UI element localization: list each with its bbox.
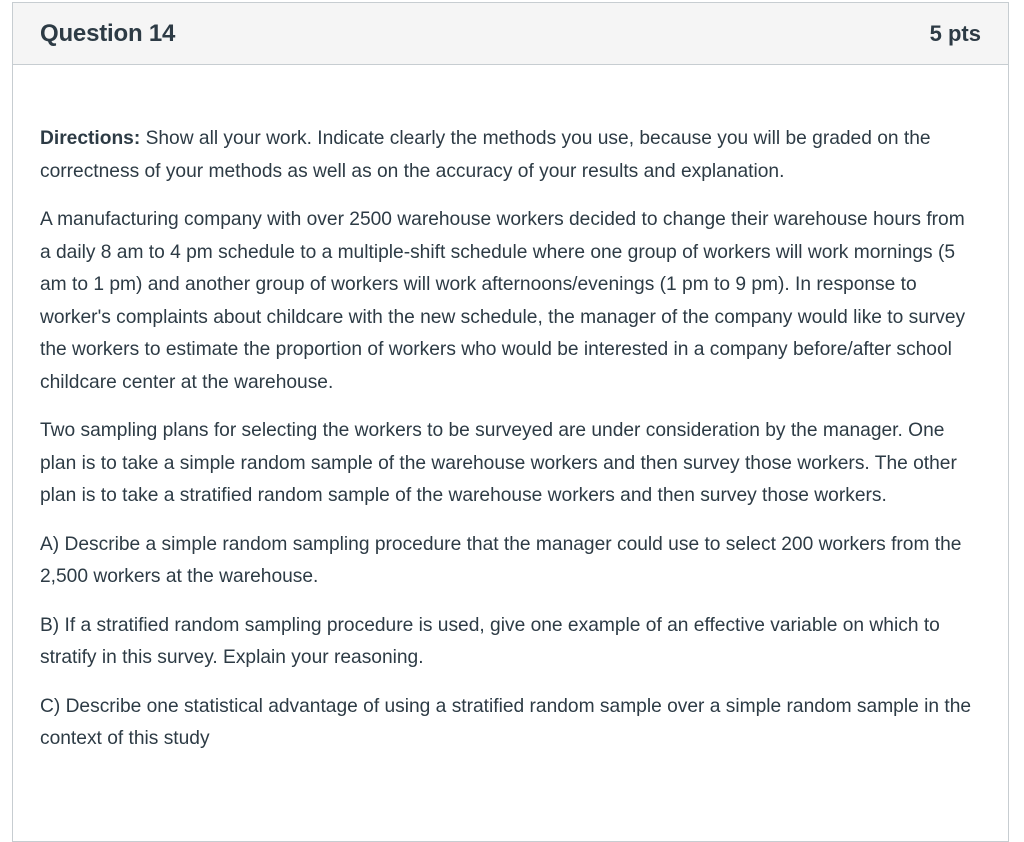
question-card	[12, 2, 1009, 842]
question-body	[13, 65, 1008, 756]
part-b-prompt: B) If a stratified random sampling procedure is used, give one example of an effective variable on which to stratify in this survey. Explain your reasoning.	[40, 614, 940, 668]
part-a-prompt: A) Describe a simple random sampling procedure that the manager could use to select 200 workers from the 2,500 workers at the warehouse.	[40, 533, 962, 587]
question-header	[13, 3, 1008, 65]
scenario-paragraph: A manufacturing company with over 2500 warehouse workers decided to change their warehouse hours from a daily 8 am to 4 pm schedule to a multiple-shift schedule where one group of workers will work mornings (5 am to 1 pm) and another group of workers will work afternoons/evenings (1 pm to 9 pm). In response to worker's complaints about childcare with the new schedule, the manager of the company would like to survey the workers to estimate the proportion of workers who would be interested in a company before/after school childcare center at the warehouse.	[40, 209, 966, 393]
question-title: Question 14	[40, 19, 176, 47]
directions-label: Directions:	[40, 128, 141, 149]
directions-text: Show all your work. Indicate clearly the methods you use, because you will be graded on the correctness of your methods as well as on the accuracy of your results and explanation.	[40, 128, 931, 182]
question-points: 5 pts	[929, 20, 981, 46]
part-c-prompt: C) Describe one statistical advantage of using a stratified random sample over a simple random sample in the context of this study	[40, 695, 972, 749]
sampling-plans-paragraph: Two sampling plans for selecting the workers to be surveyed are under consideration by the manager. One plan is to take a simple random sample of the warehouse workers and then survey those workers. The other plan is to take a stratified random sample of the warehouse workers and then survey those workers.	[40, 420, 957, 506]
directions-paragraph	[40, 123, 980, 188]
